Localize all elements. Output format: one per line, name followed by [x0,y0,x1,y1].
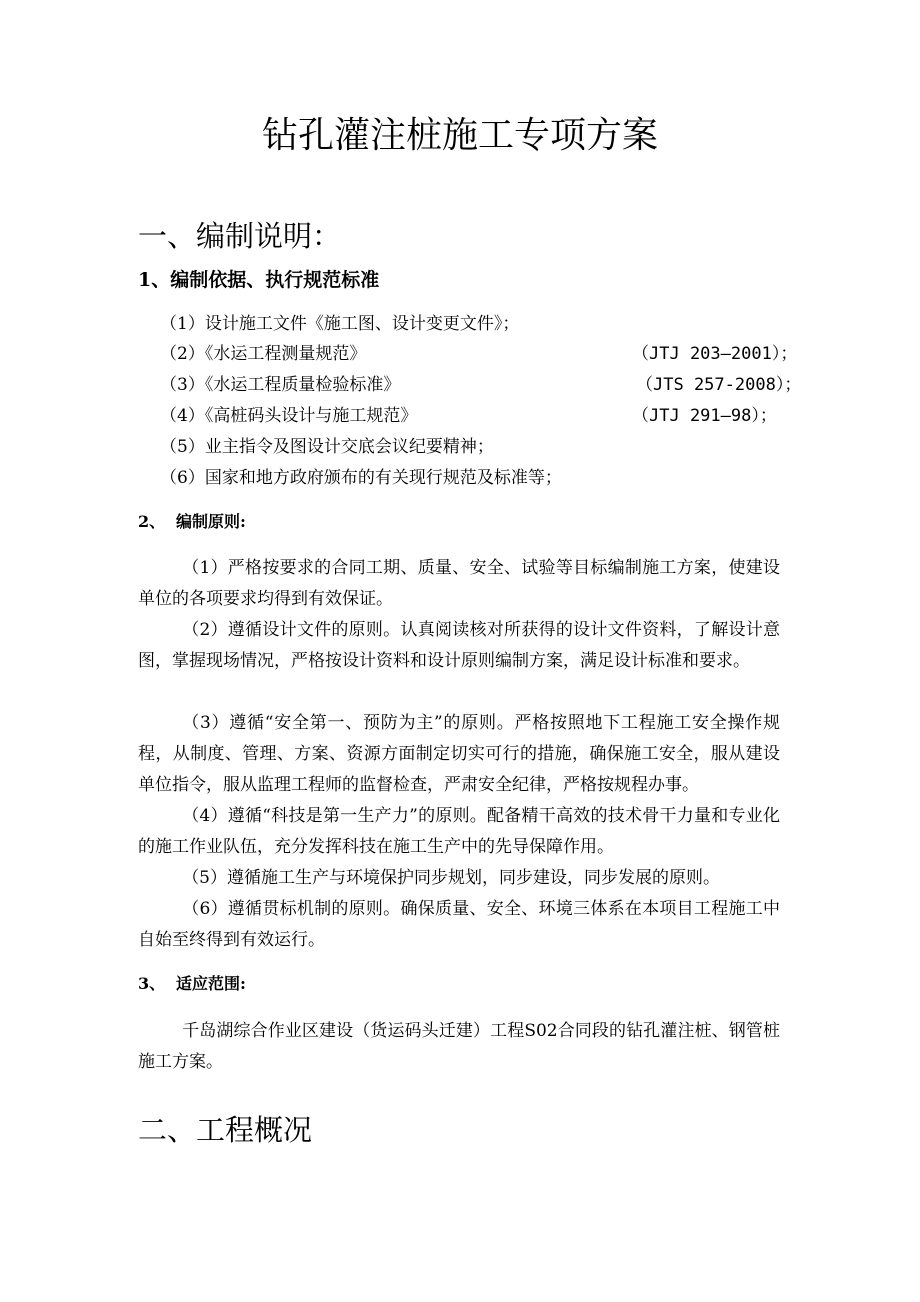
reference-item-3: （3）《水运工程质量检验标准》 [160,375,401,395]
section-heading-compilation-notes: 一、编制说明： [138,219,342,253]
principle-paragraph-4: （4）遵循“科技是第一生产力”的原则。配备精干高效的技术骨干力量和专业化的施工作业队伍，充分发挥科技在施工生产中的先导保障作用。 [138,806,780,857]
scope-paragraph: 千岛湖综合作业区建设（货运码头迁建）工程S02合同段的钻孔灌注桩、钢管桩施工方案。 [138,1021,780,1072]
reference-item-2-standard: （JTJ 203—2001）； [632,344,798,364]
reference-item-3-standard: （JTS 257-2008）； [636,375,802,395]
subsection-number: 3、 [138,974,166,993]
reference-item-6: （6）国家和地方政府颁布的有关现行规范及标准等； [160,468,562,488]
principle-paragraph-1: （1）严格按要求的合同工期、质量、安全、试验等目标编制施工方案，使建设单位的各项要求均得到有效保证。 [138,558,780,609]
principle-paragraph-2: （2）遵循设计文件的原则。认真阅读核对所获得的设计文件资料，了解设计意图，掌握现场情况，严格按设计资料和设计原则编制方案，满足设计标准和要求。 [138,620,780,671]
subsection-heading-principles [138,510,246,534]
principle-paragraph-6: （6）遵循贯标机制的原则。确保质量、安全、环境三体系在本项目工程施工中自始至终得到有效运行。 [138,899,780,950]
subsection-heading-scope [138,972,246,996]
reference-item-2: （2）《水运工程测量规范》 [160,344,367,364]
subsection-heading-basis: 1、编制依据、执行规范标准 [138,269,380,291]
reference-item-4: （4）《高桩码头设计与施工规范》 [160,406,418,426]
reference-item-5: （5）业主指令及图设计交底会议纪要精神； [160,437,494,457]
document-title: 钻孔灌注桩施工专项方案 [261,115,658,156]
subsection-number: 2、 [138,512,166,531]
section-heading-project-overview: 二、工程概况 [138,1113,313,1147]
subsection-label: 编制原则: [176,512,246,531]
principle-paragraph-3: （3）遵循“安全第一、预防为主”的原则。严格按照地下工程施工安全操作规程，从制度、管理、方案、资源方面制定切实可行的措施，确保施工安全，服从建设单位指令，服从监理工程师的监督检查，严肃安全纪律，严格按规程办事。 [138,713,780,795]
principle-paragraph-5: （5）遵循施工生产与环境保护同步规划，同步建设，同步发展的原则。 [182,868,721,888]
reference-item-1: （1）设计施工文件《施工图、设计变更文件》； [160,314,520,334]
reference-item-4-standard: （JTJ 291—98）； [632,406,777,426]
subsection-label: 适应范围: [176,974,246,993]
